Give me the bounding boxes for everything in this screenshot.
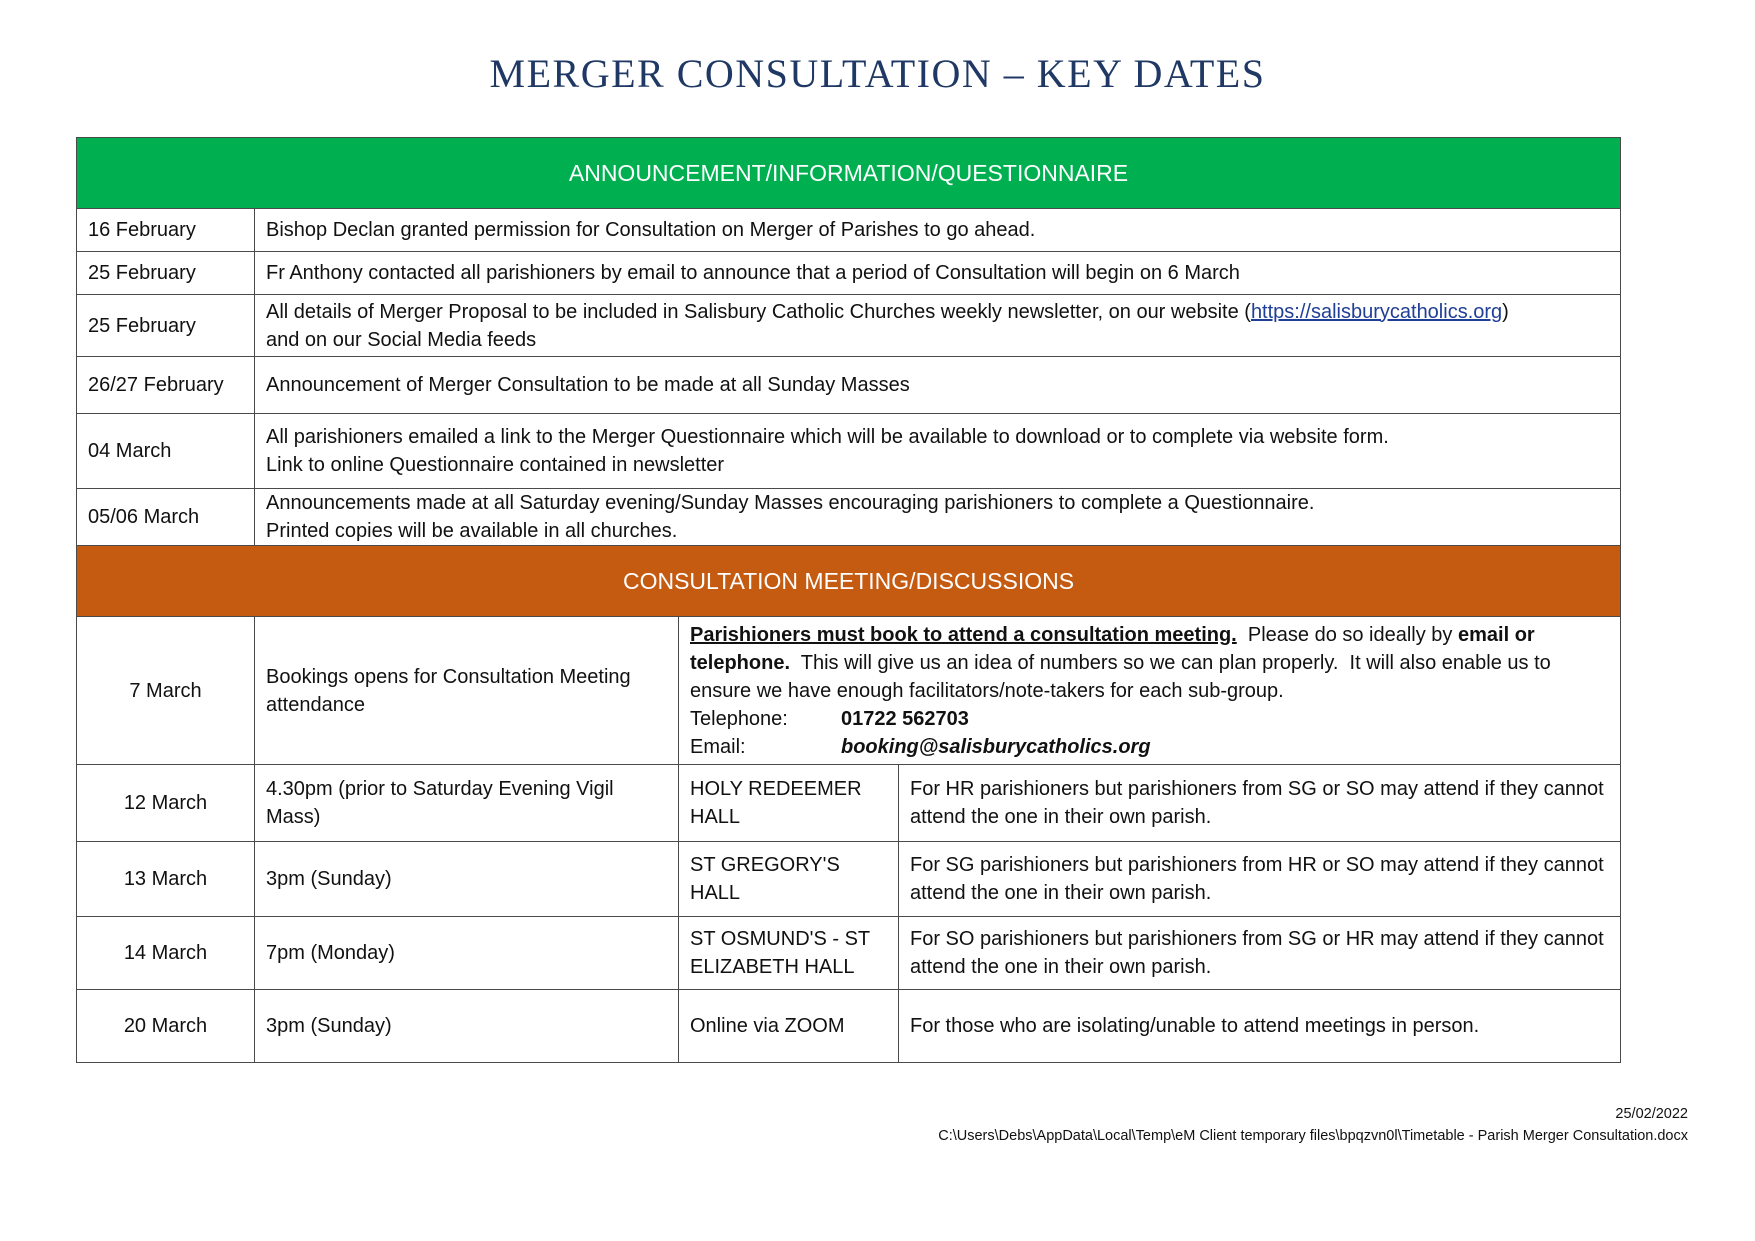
table-row: [77, 414, 1621, 489]
row-date: 25 February: [77, 295, 255, 357]
telephone-label: Telephone:: [690, 707, 788, 730]
section-header-announcement: [77, 138, 1621, 209]
meeting-time: 3pm (Sunday): [255, 990, 679, 1063]
booking-row: [77, 617, 1621, 765]
page-title: MERGER CONSULTATION – KEY DATES: [489, 51, 1266, 96]
section-header-consultation: [77, 546, 1621, 617]
meeting-venue: ST GREGORY'S HALL: [679, 842, 899, 917]
email-label: Email:: [690, 735, 746, 758]
meeting-row: [77, 917, 1621, 990]
row-description: All details of Merger Proposal to be included in Salisbury Catholic Churches weekly newsletter, on our website (https://salisburycatholics.org) and on our Social Media feeds: [255, 295, 1621, 357]
booking-email[interactable]: booking@salisburycatholics.org: [841, 735, 1151, 758]
meeting-time: 7pm (Monday): [255, 917, 679, 990]
meeting-note: For SO parishioners but parishioners from SG or HR may attend if they cannot attend the one in their own parish.: [899, 917, 1621, 990]
meeting-date: 20 March: [77, 990, 255, 1063]
meeting-venue: HOLY REDEEMER HALL: [679, 765, 899, 842]
row-description: Fr Anthony contacted all parishioners by email to announce that a period of Consultation will begin on 6 March: [255, 252, 1621, 295]
row-date: 05/06 March: [77, 489, 255, 546]
key-dates-table: [76, 137, 1621, 1063]
meeting-date: 14 March: [77, 917, 255, 990]
row-date: 04 March: [77, 414, 255, 489]
table-row: [77, 252, 1621, 295]
booking-details: Parishioners must book to attend a consultation meeting. Please do so ideally by email or telephone. This will give us an idea of numbers so we can plan properly. It will also enable us to ensure we have enough facilitators/note-takers for each sub-group. Telephone: 01722 562703 Email: booking@salisburycatholics.org: [679, 617, 1621, 765]
meeting-venue: ST OSMUND'S - ST ELIZABETH HALL: [679, 917, 899, 990]
meeting-date: 12 March: [77, 765, 255, 842]
row-description: Announcements made at all Saturday evening/Sunday Masses encouraging parishioners to complete a Questionnaire. Printed copies will be available in all churches.: [255, 489, 1621, 546]
document-footer: [938, 1103, 1688, 1147]
table-row: [77, 489, 1621, 546]
row-date: 16 February: [77, 209, 255, 252]
row-date: 7 March: [77, 617, 255, 765]
section-heading: ANNOUNCEMENT/INFORMATION/QUESTIONNAIRE: [77, 138, 1621, 209]
meeting-row: [77, 990, 1621, 1063]
row-description: Announcement of Merger Consultation to be made at all Sunday Masses: [255, 357, 1621, 414]
row-date: 26/27 February: [77, 357, 255, 414]
footer-date: 25/02/2022: [1615, 1106, 1688, 1122]
meeting-note: For HR parishioners but parishioners from SG or SO may attend if they cannot attend the one in their own parish.: [899, 765, 1621, 842]
row-description: Bishop Declan granted permission for Consultation on Merger of Parishes to go ahead.: [255, 209, 1621, 252]
meeting-row: [77, 842, 1621, 917]
meeting-row: [77, 765, 1621, 842]
telephone-number: 01722 562703: [841, 707, 969, 730]
website-link[interactable]: https://salisburycatholics.org: [1250, 300, 1503, 323]
section-heading: CONSULTATION MEETING/DISCUSSIONS: [77, 546, 1621, 617]
meeting-time: 3pm (Sunday): [255, 842, 679, 917]
table-row: [77, 295, 1621, 357]
meeting-note: For those who are isolating/unable to attend meetings in person.: [899, 990, 1621, 1063]
table-row: [77, 209, 1621, 252]
meeting-note: For SG parishioners but parishioners from HR or SO may attend if they cannot attend the one in their own parish.: [899, 842, 1621, 917]
booking-label: Bookings opens for Consultation Meeting attendance: [255, 617, 679, 765]
table-row: [77, 357, 1621, 414]
meeting-date: 13 March: [77, 842, 255, 917]
footer-file-path: C:\Users\Debs\AppData\Local\Temp\eM Client temporary files\bpqzvn0l\Timetable - Parish Merger Consultation.docx: [938, 1128, 1688, 1144]
meeting-time: 4.30pm (prior to Saturday Evening Vigil Mass): [255, 765, 679, 842]
meeting-venue: Online via ZOOM: [679, 990, 899, 1063]
row-description: All parishioners emailed a link to the Merger Questionnaire which will be available to download or to complete via website form. Link to online Questionnaire contained in newsletter: [255, 414, 1621, 489]
row-date: 25 February: [77, 252, 255, 295]
